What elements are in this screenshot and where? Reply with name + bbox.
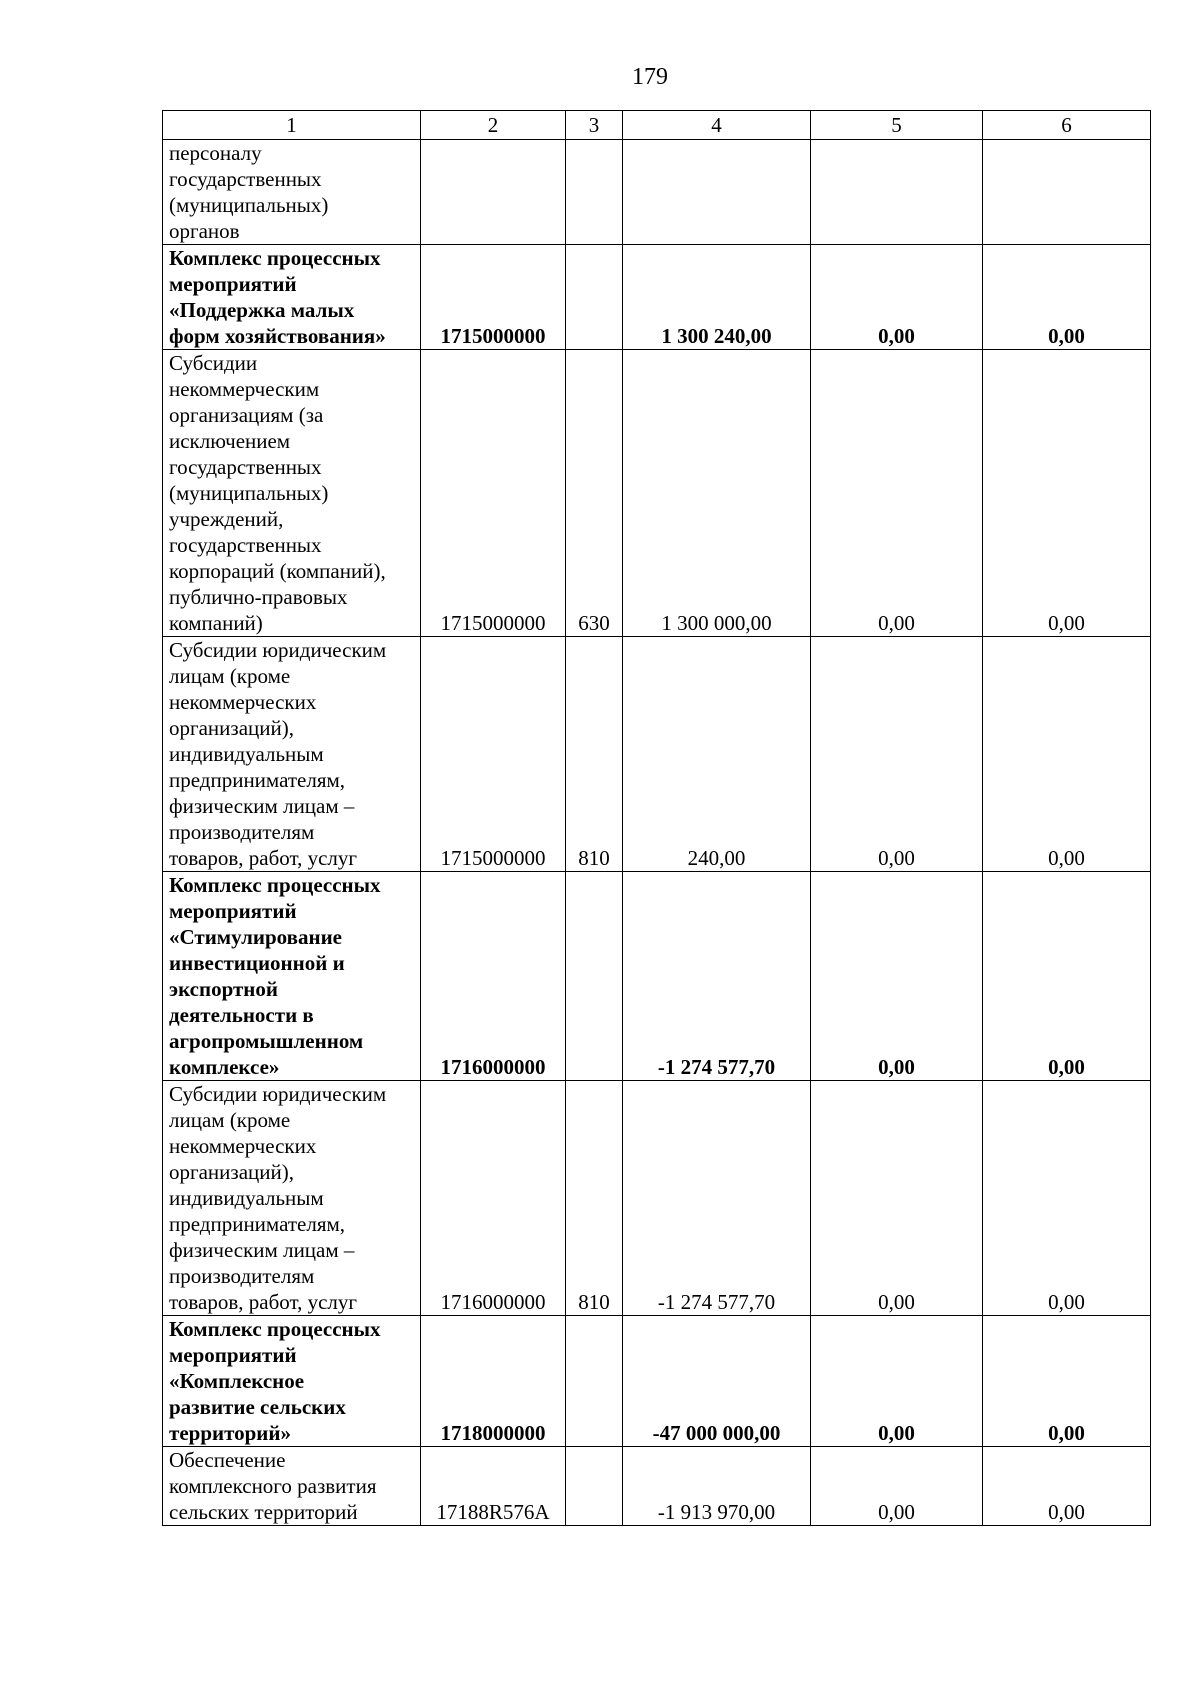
page-number: 179 bbox=[632, 64, 668, 90]
row-expense-type-cell bbox=[566, 140, 623, 245]
row-column5-cell: 0,00 bbox=[811, 1316, 983, 1447]
table-row bbox=[163, 245, 1151, 350]
row-expense-type-cell bbox=[566, 1447, 623, 1526]
column-header-2: 2 bbox=[421, 111, 566, 140]
column-header-1: 1 bbox=[163, 111, 421, 140]
row-amount-cell: 240,00 bbox=[623, 637, 811, 872]
row-amount-cell bbox=[623, 140, 811, 245]
table-row bbox=[163, 1447, 1151, 1526]
row-name-cell: Обеспечение комплексного развития сельских территорий bbox=[163, 1447, 421, 1526]
row-column5-cell: 0,00 bbox=[811, 637, 983, 872]
row-code-cell: 17188R576A bbox=[421, 1447, 566, 1526]
row-column6-cell: 0,00 bbox=[983, 637, 1151, 872]
row-code-cell: 1715000000 bbox=[421, 350, 566, 637]
table-row bbox=[163, 637, 1151, 872]
row-column6-cell: 0,00 bbox=[983, 1447, 1151, 1526]
row-column5-cell: 0,00 bbox=[811, 245, 983, 350]
column-header-5: 5 bbox=[811, 111, 983, 140]
row-expense-type-cell: 810 bbox=[566, 1081, 623, 1316]
row-amount-cell: -47 000 000,00 bbox=[623, 1316, 811, 1447]
row-expense-type-cell: 630 bbox=[566, 350, 623, 637]
row-column5-cell: 0,00 bbox=[811, 350, 983, 637]
row-expense-type-cell bbox=[566, 1316, 623, 1447]
row-column5-cell: 0,00 bbox=[811, 1447, 983, 1526]
budget-table bbox=[162, 110, 1151, 1526]
row-name-cell: Комплекс процессных мероприятий «Комплексное развитие сельских территорий» bbox=[163, 1316, 421, 1447]
row-expense-type-cell bbox=[566, 245, 623, 350]
row-amount-cell: 1 300 240,00 bbox=[623, 245, 811, 350]
row-column5-cell: 0,00 bbox=[811, 1081, 983, 1316]
row-name-cell: Субсидии юридическим лицам (кроме некоммерческих организаций), индивидуальным предпринимателям, физическим лицам – производителям товаров, работ, услуг bbox=[163, 637, 421, 872]
row-name-cell: персоналу государственных (муниципальных) органов bbox=[163, 140, 421, 245]
row-amount-cell: 1 300 000,00 bbox=[623, 350, 811, 637]
table-row bbox=[163, 350, 1151, 637]
row-code-cell: 1718000000 bbox=[421, 1316, 566, 1447]
row-column5-cell bbox=[811, 140, 983, 245]
row-column6-cell: 0,00 bbox=[983, 350, 1151, 637]
row-amount-cell: -1 274 577,70 bbox=[623, 872, 811, 1081]
table-body bbox=[163, 140, 1151, 1526]
row-column6-cell: 0,00 bbox=[983, 1081, 1151, 1316]
column-header-3: 3 bbox=[566, 111, 623, 140]
row-code-cell bbox=[421, 140, 566, 245]
row-column6-cell: 0,00 bbox=[983, 1316, 1151, 1447]
row-code-cell: 1715000000 bbox=[421, 245, 566, 350]
row-expense-type-cell bbox=[566, 872, 623, 1081]
header-row bbox=[163, 111, 1151, 140]
table-row bbox=[163, 1081, 1151, 1316]
table-row bbox=[163, 872, 1151, 1081]
row-column6-cell bbox=[983, 140, 1151, 245]
row-name-cell: Субсидии юридическим лицам (кроме некоммерческих организаций), индивидуальным предпринимателям, физическим лицам – производителям товаров, работ, услуг bbox=[163, 1081, 421, 1316]
row-name-cell: Комплекс процессных мероприятий «Поддержка малых форм хозяйствования» bbox=[163, 245, 421, 350]
row-name-cell: Комплекс процессных мероприятий «Стимулирование инвестиционной и экспортной деятельности в агропромышленном комплексе» bbox=[163, 872, 421, 1081]
table-row bbox=[163, 140, 1151, 245]
row-code-cell: 1716000000 bbox=[421, 872, 566, 1081]
row-code-cell: 1715000000 bbox=[421, 637, 566, 872]
row-amount-cell: -1 913 970,00 bbox=[623, 1447, 811, 1526]
row-column5-cell: 0,00 bbox=[811, 872, 983, 1081]
column-header-6: 6 bbox=[983, 111, 1151, 140]
row-amount-cell: -1 274 577,70 bbox=[623, 1081, 811, 1316]
table-row bbox=[163, 1316, 1151, 1447]
column-header-4: 4 bbox=[623, 111, 811, 140]
row-name-cell: Субсидии некоммерческим организациям (за исключением государственных (муниципальных) учреждений, государственных корпораций (компаний), публично-правовых компаний) bbox=[163, 350, 421, 637]
row-column6-cell: 0,00 bbox=[983, 245, 1151, 350]
row-code-cell: 1716000000 bbox=[421, 1081, 566, 1316]
row-expense-type-cell: 810 bbox=[566, 637, 623, 872]
row-column6-cell: 0,00 bbox=[983, 872, 1151, 1081]
